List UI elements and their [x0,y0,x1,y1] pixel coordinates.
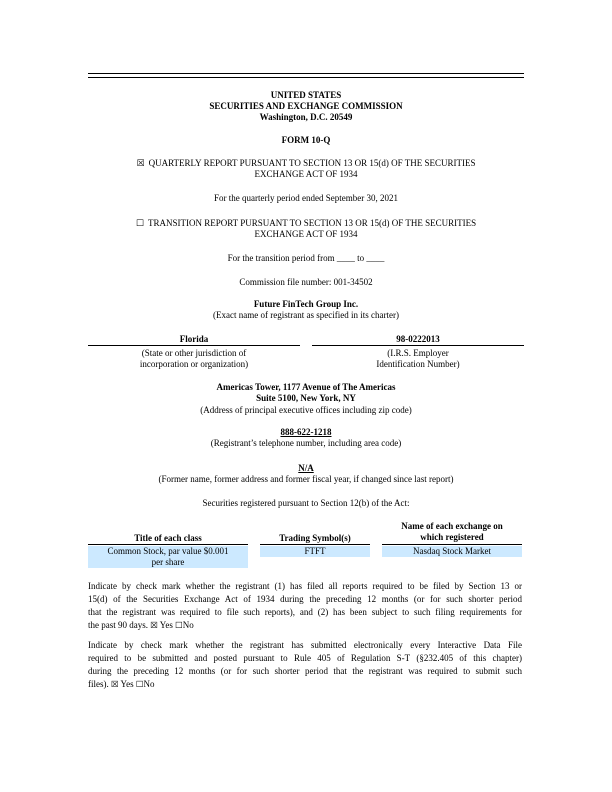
header-trading-symbol: Trading Symbol(s) [279,533,351,543]
para2-line-3: during the preceding 12 months (or for such shorter period that the registrant was required to submit such [88,666,522,676]
state-caption-1: (State or other jurisdiction of [141,348,247,358]
top-rule [88,73,524,74]
para1-yes-label: Yes [159,620,173,630]
securities-intro: Securities registered pursuant to Section 12(b) of the Act: [202,498,410,508]
phone-number: 888-622-1218 [280,427,332,437]
commission-file-number: Commission file number: 001-34502 [239,277,373,287]
para1-no-label: No [182,620,194,630]
para2-line-2: required to be submitted and posted pursuant to Rule 405 of Regulation S-T (§232.405 of this chapter) [88,653,522,663]
address-line-1: Americas Tower, 1177 Avenue of The Americas [216,382,396,392]
cell-symbol: FTFT [304,546,326,556]
quarterly-period: For the quarterly period ended September 30, 2021 [214,193,398,203]
quarterly-label-2: EXCHANGE ACT OF 1934 [254,169,358,179]
header-rule-symbol [260,544,370,545]
cell-exchange: Nasdaq Stock Market [413,546,491,556]
transition-label: TRANSITION REPORT PURSUANT TO SECTION 13 OR 15(d) OF THE SECURITIES [147,218,477,228]
para2-no-label: No [143,679,155,689]
transition-period: For the transition period from ____ to ____ [227,253,385,263]
para2-line-1: Indicate by check mark whether the registrant has submitted electronically every Interactive Data File [88,640,522,650]
state-value: Florida [179,334,209,344]
header-rule-exchange [382,544,522,545]
header-exchange-1: Name of each exchange on [401,521,503,531]
registrant-name-caption: (Exact name of registrant as specified in its charter) [213,310,399,320]
para2-line-4-text: files). [88,679,109,689]
cell-title-2: per share [151,557,185,567]
ein-value: 98-0222013 [396,334,440,344]
phone-caption: (Registrant’s telephone number, including area code) [210,438,402,448]
para1-yes-checkbox: ☒ [150,621,158,631]
ein-caption-2: Identification Number) [376,359,460,369]
top-rule-thin [88,77,524,78]
para1-line-4 [88,619,522,633]
reports-filed-paragraph [88,580,522,633]
header-rule-title [88,544,248,545]
interactive-data-paragraph [88,639,522,692]
ein-underline [312,345,524,346]
quarterly-checkbox: ☒ [136,159,145,169]
registrant-name: Future FinTech Group Inc. [253,299,359,309]
header-exchange-2: which registered [420,532,484,542]
former-name: N/A [298,463,314,473]
transition-checkbox: ☐ [135,219,144,229]
transition-label-2: EXCHANGE ACT OF 1934 [254,229,358,239]
para1-line-3: that the registrant was required to file such reports), and (2) has been subject to such filing requirements for [88,607,522,617]
para1-line-4-text: the past 90 days. [88,620,148,630]
address-line-2: Suite 5100, New York, NY [256,393,356,403]
ein-caption-1: (I.R.S. Employer [387,348,449,358]
para2-yes-checkbox: ☒ [111,680,119,690]
state-underline [88,345,300,346]
header-sec: SECURITIES AND EXCHANGE COMMISSION [209,101,403,111]
cell-title-1: Common Stock, par value $0.001 [107,546,229,556]
para1-no-checkbox: ☐ [175,621,183,631]
former-name-caption: (Former name, former address and former fiscal year, if changed since last report) [158,474,454,484]
form-type: FORM 10-Q [281,135,331,145]
header-location: Washington, D.C. 20549 [259,112,353,122]
header-title-of-class: Title of each class [134,533,202,543]
para2-yes-label: Yes [120,679,134,689]
header-united-states: UNITED STATES [270,90,342,100]
address-caption: (Address of principal executive offices including zip code) [200,405,412,415]
para2-line-4 [88,678,522,692]
para1-line-2: 15(d) of the Securities Exchange Act of 1934 during the preceding 12 months (or for such shorter period [88,594,522,604]
quarterly-label: QUARTERLY REPORT PURSUANT TO SECTION 13 OR 15(d) OF THE SECURITIES [148,158,476,168]
para1-line-1: Indicate by check mark whether the registrant (1) has filed all reports required to be filed by Section 13 or [88,581,522,591]
state-caption-2: incorporation or organization) [139,359,249,369]
para2-no-checkbox: ☐ [135,680,144,690]
